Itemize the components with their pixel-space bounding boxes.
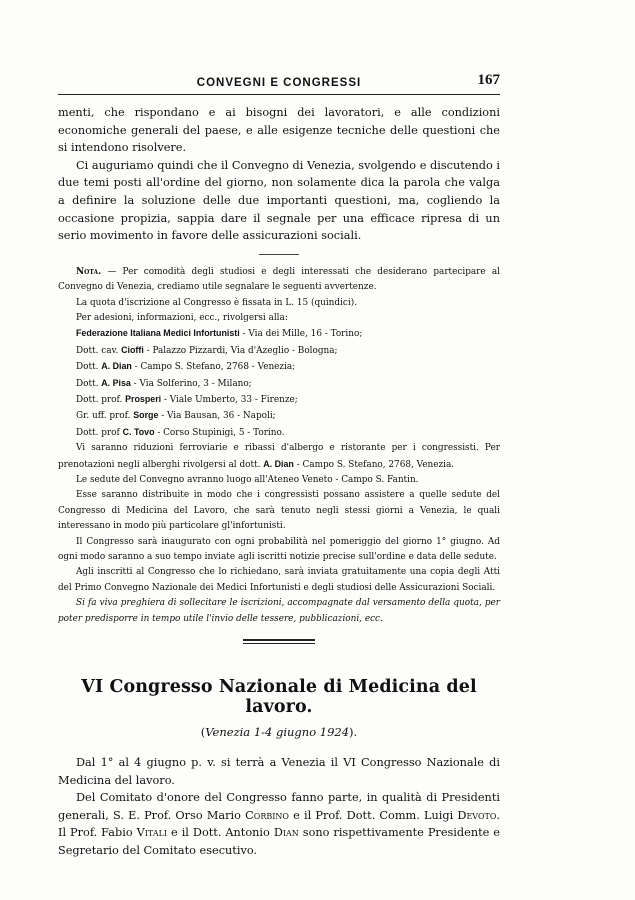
address-pre: Dott. — [76, 378, 102, 389]
paragraph-text: e il Prof. Dott. Comm. Luigi — [288, 808, 458, 822]
note-inauguration: Il Congresso sarà inaugurato con ogni probabilità nel pomeriggio del giorno 1° giugno. Ad ogni modo saranno a suo tempo inviate agli iscritti notizie precise sull'ordine e data delle sedute. — [58, 536, 500, 563]
paragraph-text: e il Dott. Antonio — [167, 826, 274, 840]
address-name: Cioffi — [121, 344, 144, 355]
address-rest: - Corso Stupinigi, 5 - Torino. — [154, 427, 285, 438]
paragraph-text: . Il Prof. Fabio — [58, 808, 500, 840]
running-header — [58, 74, 500, 95]
address-name: A. Dian — [101, 361, 132, 372]
running-title: CONVEGNI E CONGRESSI — [196, 77, 362, 89]
subtitle-text: Venezia 1-4 giugno 1924 — [205, 725, 350, 740]
paragraph-text: sono rispettivamente Presidente e Segretario del Comitato esecutivo. — [58, 826, 500, 858]
address-pre: Dott. cav. — [76, 345, 122, 356]
note-lead-text: — Per comodità degli studiosi e degli interessati che desiderano partecipare al Convegno di Venezia, crediamo utile segnalare le seguenti avvertenze. — [58, 266, 500, 293]
person-name: Dian — [273, 826, 299, 840]
address-name: A. Pisa — [101, 377, 131, 388]
address-line — [58, 425, 500, 441]
note-reductions — [58, 441, 500, 473]
address-name: C. Tovo — [122, 426, 155, 437]
address-pre: Dott. — [76, 362, 102, 373]
address-rest: - Via Bausan, 36 - Napoli; — [158, 411, 276, 422]
note-sessions: Le sedute del Convegno avranno luogo all'Ateneo Veneto - Campo S. Fantin. — [76, 475, 419, 486]
section-subtitle — [58, 725, 500, 739]
note-lead — [58, 265, 500, 296]
section-title: VI Congresso Nazionale di Medicina del lavoro. — [81, 677, 477, 718]
subtitle-open: ( — [200, 725, 206, 740]
note-reductions-address: - Campo S. Stefano, 2768, Venezia. — [293, 459, 455, 470]
address-rest: - Viale Umberto, 33 - Firenze; — [161, 395, 298, 405]
intro-paragraph-1: menti, che rispondano e ai bisogni dei lavoratori, e alle condizioni economiche generali del paese, e alle esigenze tecniche delle questioni che si intendono risolvere. — [58, 106, 500, 155]
note-distribution: Esse saranno distribuite in modo che i congressisti possano assistere a quelle sedute del Congresso di Medicina del Lavoro, che sarà tenuto negli stessi giorni a Venezia, le quali interessano in modo più particolare gl'infortunisti. — [58, 490, 500, 532]
paragraph-text: Del Comitato d'onore del Congresso fanno parte, in qualità di Presidenti generali, S. E. Prof. Orso Mario — [58, 791, 500, 822]
address-rest: - Via dei Mille, 16 - Torino; — [239, 329, 363, 340]
person-name: Devoto — [457, 808, 497, 822]
note-plea: Si fa viva preghiera di sollecitare le iscrizioni, accompagnate dal versamento della quota, per poter predisporre in tempo utile l'invio delle tessere, pubblicazioni, ecc. — [58, 598, 500, 624]
note-block — [58, 265, 500, 627]
address-name: Sorge — [133, 410, 159, 421]
person-name: Vitali — [136, 826, 168, 840]
note-label: Nota. — [76, 266, 102, 277]
address-rest: - Palazzo Pizzardi, Via d'Azeglio - Bologna; — [143, 345, 338, 356]
note-acts: Agli inscritti al Congresso che lo richiedano, sarà inviata gratuitamente una copia degli Atti del Primo Convegno Nazionale dei Medici Infortunisti e degli studiosi delle Assicurazioni Sociali. — [58, 567, 500, 593]
page-number: 167 — [477, 72, 500, 88]
address-line — [58, 408, 500, 424]
note-reductions-text: Vi saranno riduzioni ferroviarie e ribassi d'albergo e ristorante per i congressisti. Per prenotazioni negli alberghi rivolgersi al dott. — [58, 443, 500, 470]
section-divider — [243, 639, 315, 644]
section-paragraph-2 — [58, 789, 500, 859]
address-rest: - Campo S. Stefano, 2768 - Venezia; — [131, 362, 296, 373]
separator-rule — [259, 254, 299, 255]
subtitle-close: ). — [349, 725, 358, 740]
person-name: Corbino — [245, 808, 289, 822]
note-adhesion: Per adesioni, informazioni, ecc., rivolgersi alla: — [76, 312, 288, 323]
address-line — [58, 376, 500, 392]
note-reductions-name: A. Dian — [263, 458, 294, 469]
intro-paragraph-2: Ci auguriamo quindi che il Convegno di Venezia, svolgendo e discutendo i due temi posti all'ordine del giorno, non solamente dica la parola che valga a definire la soluzione delle due importanti questioni, ma, cogliendo la occasione propizia, sappia dare il segnale per una efficace ripresa di un serio movimento in favore delle assicurazioni sociali. — [58, 158, 500, 243]
section-paragraph-1: Dal 1° al 4 giugno p. v. si terrà a Venezia il VI Congresso Nazionale di Medicina del lavoro. — [58, 756, 500, 787]
address-line — [58, 359, 500, 375]
address-pre: Gr. uff. prof. — [76, 411, 134, 422]
address-pre: Dott. prof — [76, 427, 123, 438]
address-rest: - Via Solferino, 3 - Milano; — [130, 378, 252, 389]
address-line — [58, 392, 500, 408]
address-name: Prosperi — [125, 394, 162, 404]
address-line — [58, 343, 500, 359]
address-name: Federazione Italiana Medici Infortunisti — [76, 328, 240, 339]
address-line — [58, 326, 500, 342]
address-pre: Dott. prof. — [76, 395, 126, 405]
document-page — [58, 74, 500, 860]
note-fee: La quota d'iscrizione al Congresso è fissata in L. 15 (quindici). — [76, 297, 358, 308]
